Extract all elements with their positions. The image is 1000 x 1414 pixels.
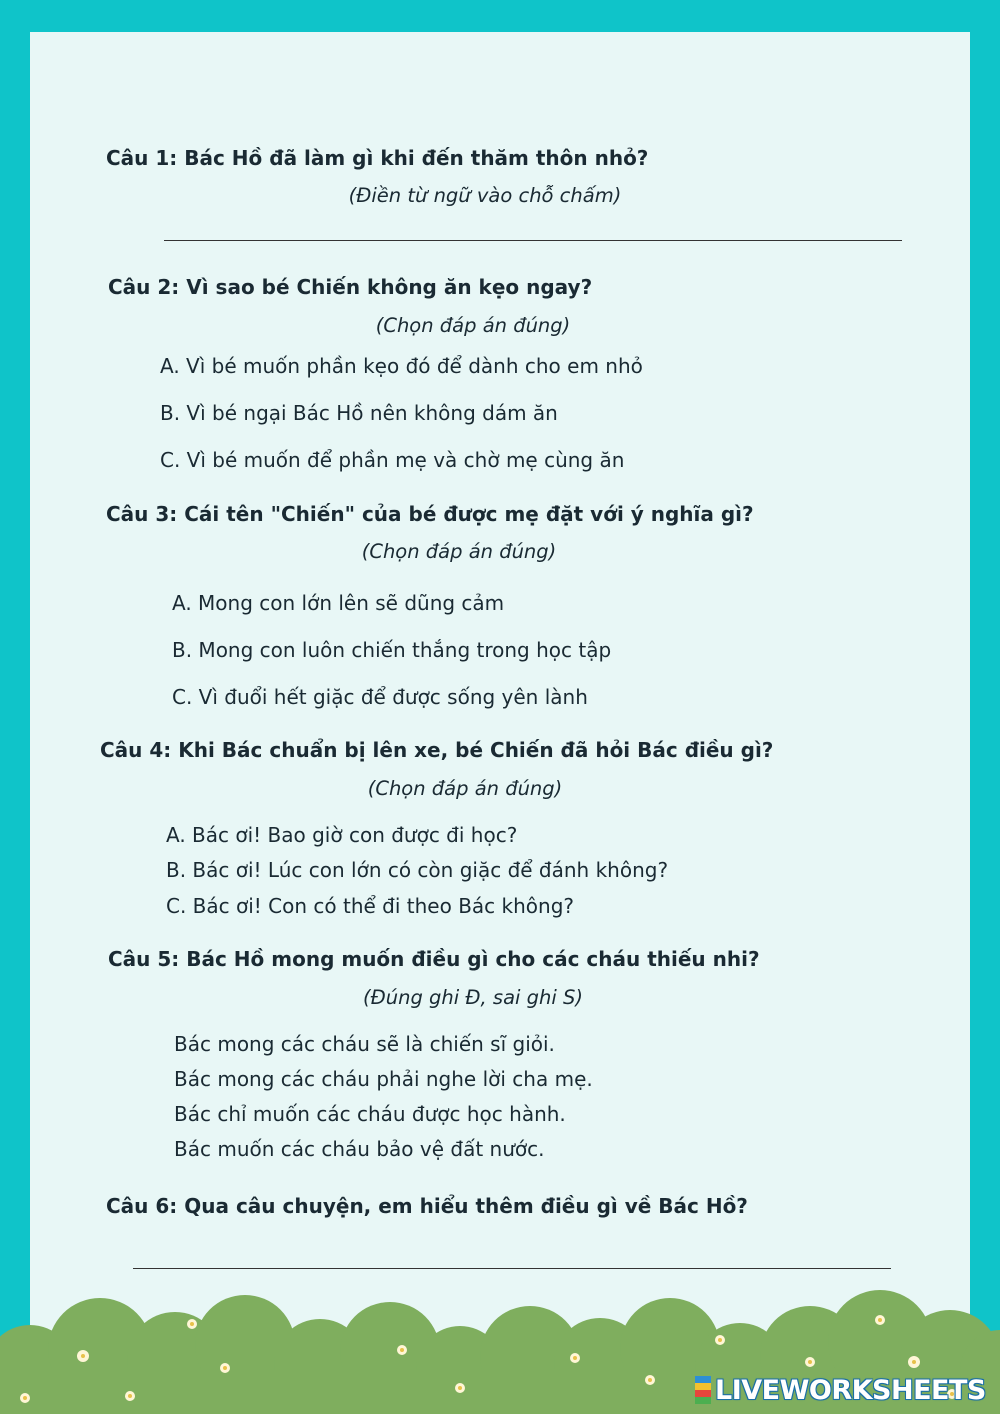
question-5-statement-1[interactable]: Bác mong các cháu sẽ là chiến sĩ giỏi.	[174, 1032, 555, 1056]
question-1-title: Câu 1: Bác Hồ đã làm gì khi đến thăm thôn nhỏ?	[106, 146, 649, 170]
question-4-title: Câu 4: Khi Bác chuẩn bị lên xe, bé Chiến đã hỏi Bác điều gì?	[100, 738, 774, 762]
question-6-answer-line[interactable]	[133, 1268, 891, 1269]
liveworksheets-logo-icon	[695, 1376, 711, 1404]
question-2-option-b[interactable]: B. Vì bé ngại Bác Hồ nên không dám ăn	[160, 401, 558, 425]
question-2-title: Câu 2: Vì sao bé Chiến không ăn kẹo ngay?	[108, 275, 593, 299]
question-4-option-a[interactable]: A. Bác ơi! Bao giờ con được đi học?	[166, 823, 518, 847]
question-5-statement-2[interactable]: Bác mong các cháu phải nghe lời cha mẹ.	[174, 1067, 593, 1091]
question-5-statement-4[interactable]: Bác muốn các cháu bảo vệ đất nước.	[174, 1137, 545, 1161]
question-5-hint: (Đúng ghi Đ, sai ghi S)	[363, 986, 583, 1009]
question-4-option-c[interactable]: C. Bác ơi! Con có thể đi theo Bác không?	[166, 894, 575, 918]
question-6-title: Câu 6: Qua câu chuyện, em hiểu thêm điều gì về Bác Hồ?	[106, 1194, 748, 1218]
liveworksheets-logo[interactable]	[695, 1373, 986, 1407]
question-2-option-a[interactable]: A. Vì bé muốn phần kẹo đó để dành cho em nhỏ	[160, 354, 643, 378]
question-2-hint: (Chọn đáp án đúng)	[375, 314, 571, 337]
question-3-option-b[interactable]: B. Mong con luôn chiến thắng trong học tập	[172, 638, 612, 662]
question-5-title: Câu 5: Bác Hồ mong muốn điều gì cho các cháu thiếu nhi?	[108, 947, 760, 971]
question-3-option-a[interactable]: A. Mong con lớn lên sẽ dũng cảm	[172, 591, 505, 615]
question-1-hint: (Điền từ ngữ vào chỗ chấm)	[348, 184, 622, 207]
brand-name: LIVEWORKSHEETS	[715, 1374, 986, 1406]
question-5-statement-3[interactable]: Bác chỉ muốn các cháu được học hành.	[174, 1102, 566, 1126]
question-4-hint: (Chọn đáp án đúng)	[367, 777, 563, 800]
question-4-option-b[interactable]: B. Bác ơi! Lúc con lớn có còn giặc để đánh không?	[166, 858, 669, 882]
question-1-answer-line[interactable]	[164, 240, 902, 241]
question-3-hint: (Chọn đáp án đúng)	[361, 540, 557, 563]
question-3-option-c[interactable]: C. Vì đuổi hết giặc để được sống yên lành	[172, 685, 588, 709]
question-2-option-c[interactable]: C. Vì bé muốn để phần mẹ và chờ mẹ cùng ăn	[160, 448, 625, 472]
question-3-title: Câu 3: Cái tên "Chiến" của bé được mẹ đặt với ý nghĩa gì?	[106, 502, 754, 526]
